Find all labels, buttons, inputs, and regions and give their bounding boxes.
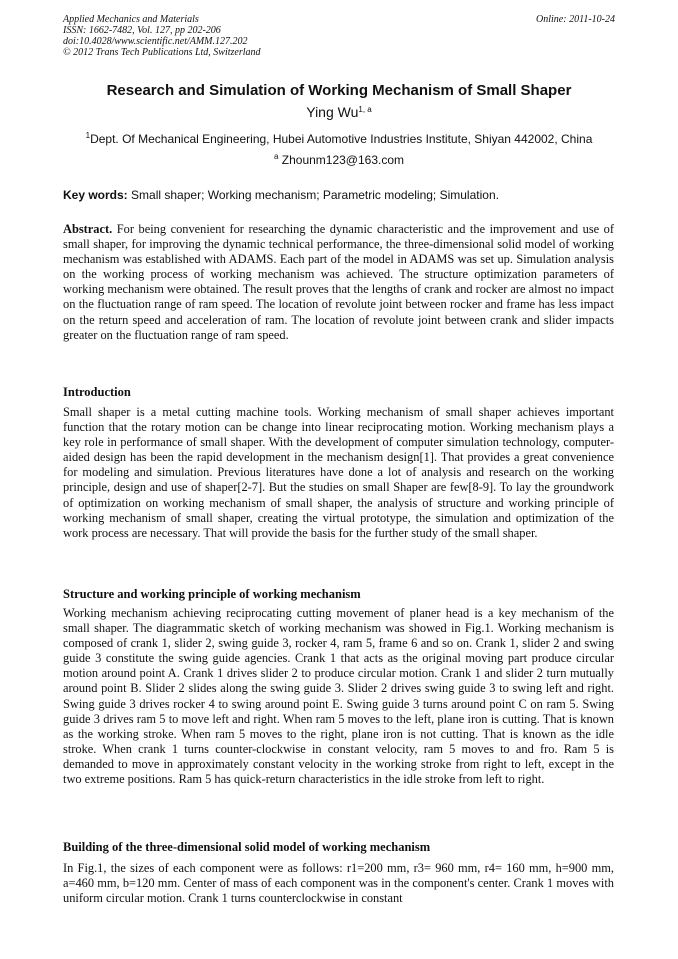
- abstract-label: Abstract.: [63, 222, 113, 236]
- keywords-label: Key words:: [63, 188, 128, 202]
- affiliation-superscript: 1: [85, 131, 91, 140]
- author-name: Ying Wu: [306, 104, 359, 120]
- paper-title: Research and Simulation of Working Mechanism of Small Shaper: [106, 82, 572, 99]
- abstract: [63, 222, 614, 343]
- affiliation-text: Dept. Of Mechanical Engineering, Hubei Automotive Industries Institute, Shiyan 442002, China: [90, 132, 593, 146]
- section-heading-structure: Structure and working principle of working mechanism: [63, 587, 361, 601]
- section-heading-introduction: Introduction: [63, 385, 131, 399]
- author-superscript: 1, a: [358, 105, 372, 114]
- issn-line: ISSN: 1662-7482, Vol. 127, pp 202-206: [63, 25, 221, 36]
- email-line: [0, 153, 678, 167]
- journal-header: [63, 14, 615, 58]
- section-heading-model: Building of the three-dimensional solid model of working mechanism: [63, 840, 431, 854]
- email-address: Zhounm123@163.com: [281, 153, 405, 167]
- journal-name: Applied Mechanics and Materials: [63, 14, 199, 25]
- abstract-text: For being convenient for researching the dynamic characteristic and the improvement and use of small shaper, for improving the dynamic technical performance, the three-dimensional solid model of working mechanism was established with ADAMS. Each part of the model in ADAMS was set up. Simulation analysis on the working process of working mechanism was achieved. The structure optimization parameters of working mechanism were obtained. The result proves that the lengths of crank and rocker are almost no impact on the fluctuation range of ram speed. The location of revolute joint between rocker and frame has less impact on the return speed and acceleration of ram. The location of revolute joint between crank and slider impacts greater on the fluctuation range of ram speed.: [63, 222, 614, 342]
- author-line: [0, 104, 678, 120]
- copyright-line: © 2012 Trans Tech Publications Ltd, Switzerland: [63, 47, 261, 58]
- section-text-introduction: Small shaper is a metal cutting machine tools. Working mechanism of small shaper achieves important function that the rotary motion can be change into linear reciprocating motion. Working mechanism plays a key role in performance of small shaper. With the development of computer simulation technology, computer-aided design has been the rapid development in the mechanism design[1]. That provides a great convenience for modeling and simulation. Previous literatures have done a lot of analysis and research on the working principle, design and use of shaper[2-7]. But the studies on small Shaper are few[8-9]. To lay the groundwork of optimization on working mechanism of small shaper, the analysis of structure and working principle of working mechanism of small shaper, creating the virtual prototype, the simulation and optimization of the work process are necessary. That will provide the basis for the further study of the small shaper.: [63, 405, 614, 540]
- email-superscript: a: [273, 152, 279, 161]
- section-text-model: In Fig.1, the sizes of each component were as follows: r1=200 mm, r3= 960 mm, r4= 160 mm, h=900 mm, a=460 mm, b=120 mm. Center of mass of each component was in the component's center. Crank 1 moves with uniform circular motion. Crank 1 turns counterclockwise in constant: [63, 861, 614, 906]
- section-text-structure: Working mechanism achieving reciprocating cutting movement of planer head is a key mechanism of the small shaper. The diagrammatic sketch of working mechanism was showed in Fig.1. Working mechanism is composed of crank 1, slider 2, swing guide 3, rocker 4, ram 5, frame 6 and so on. Crank 1, slider 2 and swing guide 3 constitute the swing guide agencies. Crank 1 that acts as the original moving part produce circular motion around point A. Crank 1 drives slider 2 to produce circular motion. Crank 1 and slider 2 turn mutually around point B. Slider 2 slides along the swing guide 3. Slider 2 drives swing guide 3 to swing left and right. Swing guide 3 drives rocker 4 to swing around point E. Swing guide 3 turns around point C on ram 5. Swing guide 3 drives ram 5 to move left and right. When ram 5 moves to the left, plane iron is cutting. That is known as the working stroke. When ram 5 moves to the right, plane iron is not cutting. That is known as the idle stroke. When crank 1 turns counter-clockwise in constant velocity, ram 5 moves to and fro. Ram 5 is demanded to move in approximately constant velocity in the working stroke from right to left, except in the two extreme positions. Ram 5 has quick-return characteristics in the idle stroke from left to right.: [63, 606, 614, 787]
- keywords: [63, 188, 615, 202]
- online-date: Online: 2011-10-24: [536, 14, 615, 25]
- doi-line: doi:10.4028/www.scientific.net/AMM.127.202: [63, 36, 248, 47]
- affiliation: [0, 132, 678, 146]
- keywords-text: Small shaper; Working mechanism; Parametric modeling; Simulation.: [131, 188, 499, 202]
